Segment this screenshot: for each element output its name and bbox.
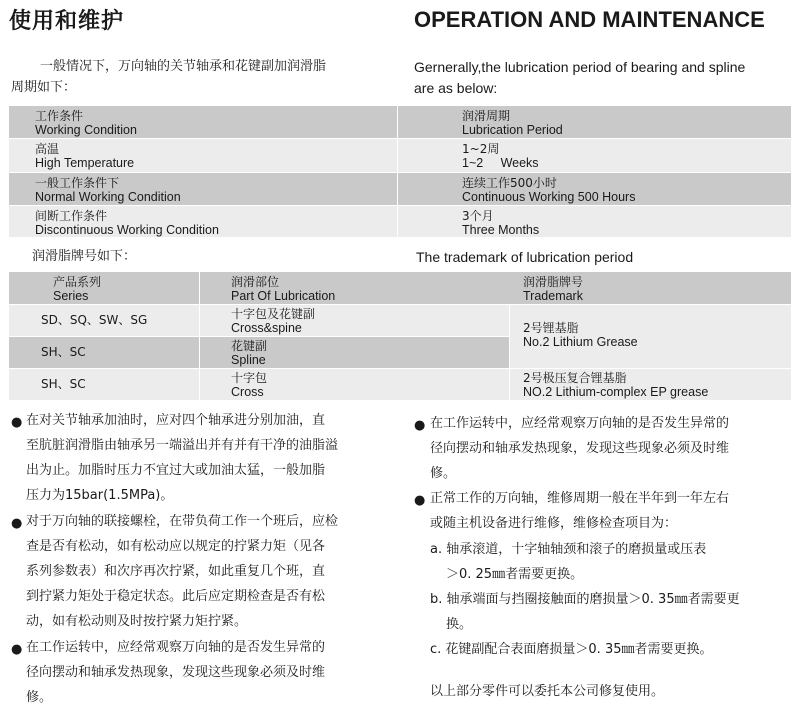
column-divider — [397, 106, 398, 237]
bullet-icon: ● — [414, 418, 426, 433]
trademark-heading-cn: 润滑脂牌号如下： — [32, 249, 137, 264]
trademark-en: NO.2 Lithium-complex EP grease — [523, 385, 709, 399]
period-en: Three Months — [462, 223, 540, 237]
table-row — [9, 369, 509, 400]
part-cn: 十字包及花键副 — [231, 307, 316, 321]
trademark-cell-ep — [510, 369, 791, 400]
part-header-cn: 润滑部位 — [231, 275, 280, 289]
trademark-header-cn: 润滑脂牌号 — [523, 275, 584, 289]
condition-cn: 间断工作条件 — [35, 209, 108, 223]
part-header-en: Part Of Lubrication — [231, 289, 336, 303]
table-row — [9, 106, 791, 138]
trademark-header-en: Trademark — [523, 289, 583, 303]
trademark-table — [9, 272, 791, 400]
right-note-2: 正常工作的万向轴，维修周期一般在半年到一年左右 或随主机设备进行维修，维修检查项目为： — [430, 491, 730, 531]
period-cn: 润滑周期 — [462, 109, 511, 123]
condition-en: Working Condition — [35, 123, 137, 137]
lubrication-period-table — [9, 106, 791, 237]
trademark-cell-lithium — [510, 305, 791, 368]
series-header-en: Series — [53, 289, 89, 303]
condition-en: Normal Working Condition — [35, 190, 181, 204]
right-item-c: c. 花键副配合表面磨损量＞0. 35㎜者需要更换。 — [430, 642, 713, 657]
table-row — [9, 139, 791, 172]
part-cn: 十字包 — [231, 371, 268, 385]
condition-en: Discontinuous Working Condition — [35, 223, 219, 237]
table-row — [9, 206, 791, 237]
column-divider — [199, 272, 200, 400]
period-en: 1~2 Weeks — [462, 156, 539, 170]
trademark-cn: 2号锂基脂 — [523, 321, 579, 335]
intro-cn-line2: 周期如下： — [11, 80, 77, 95]
table-row — [9, 305, 509, 336]
period-cn: 1~2周 — [462, 142, 500, 156]
bullet-icon: ● — [11, 642, 23, 657]
left-note-3: 在工作运转中，应经常观察万向轴的是否发生异常的 径向摆动和轴承发热现象，发现这些现象必须及时维 修。 — [26, 640, 326, 705]
series-cell: SH、SC — [41, 345, 86, 359]
right-footer-note: 以上部分零件可以委托本公司修复使用。 — [430, 684, 665, 699]
table-row — [9, 337, 509, 368]
trademark-cn: 2号极压复合锂基脂 — [523, 371, 627, 385]
part-en: Cross — [231, 385, 264, 399]
period-cn: 3个月 — [462, 209, 494, 223]
bullet-icon: ● — [11, 516, 23, 531]
period-en: Lubrication Period — [462, 123, 563, 137]
right-note-1: 在工作运转中，应经常观察万向轴的是否发生异常的 径向摆动和轴承发热现象，发现这些现象必须及时维 修。 — [430, 416, 730, 481]
table-header-row — [9, 272, 791, 304]
right-item-b: b. 轴承端面与挡圈接触面的磨损量＞0. 35㎜者需要更 换。 — [430, 592, 740, 632]
bullet-icon: ● — [414, 493, 426, 508]
table-row — [9, 173, 791, 205]
condition-cn: 工作条件 — [35, 109, 84, 123]
part-en: Spline — [231, 353, 266, 367]
bullet-icon: ● — [11, 415, 23, 430]
condition-cn: 一般工作条件下 — [35, 176, 120, 190]
condition-cn: 高温 — [35, 142, 60, 156]
part-cn: 花键副 — [231, 339, 268, 353]
series-cell: SH、SC — [41, 377, 86, 391]
series-header-cn: 产品系列 — [53, 275, 102, 289]
intro-en-line1: Gernerally,the lubrication period of bearing and spline — [414, 59, 746, 75]
intro-cn-line1: 一般情况下，万向轴的关节轴承和花键副加润滑脂 — [40, 59, 327, 74]
intro-en-line2: are as below: — [414, 80, 498, 96]
trademark-en: No.2 Lithium Grease — [523, 335, 638, 349]
period-en: Continuous Working 500 Hours — [462, 190, 636, 204]
page-title-en: OPERATION AND MAINTENANCE — [414, 7, 765, 32]
condition-en: High Temperature — [35, 156, 135, 170]
series-cell: SD、SQ、SW、SG — [41, 313, 148, 327]
period-cn: 连续工作500小时 — [462, 176, 557, 190]
trademark-heading-en: The trademark of lubrication period — [416, 249, 634, 265]
page-title-cn: 使用和维护 — [9, 9, 125, 34]
right-item-a: a. 轴承滚道，十字轴轴颈和滚子的磨损量或压表 ＞0. 25㎜者需要更换。 — [430, 542, 707, 582]
left-note-2: 对于万向轴的联接螺栓，在带负荷工作一个班后，应检 查是否有松动，如有松动应以规定的拧紧力矩（见各 系列参数表）和次序再次拧紧，如此重复几个班，直 到拧紧力矩处于稳定状态。此后应定期检查是否有松 动，如有松动则及时按拧紧力矩拧紧。 — [26, 514, 339, 629]
left-note-1: 在对关节轴承加油时，应对四个轴承进分别加油，直 至肮脏润滑脂由轴承另一端溢出并有并有干净的油脂溢 出为止。加脂时压力不宜过大或加油太猛，一般加脂 压力为15bar(1.5MPa)。 — [26, 413, 339, 503]
part-en: Cross&spine — [231, 321, 302, 335]
